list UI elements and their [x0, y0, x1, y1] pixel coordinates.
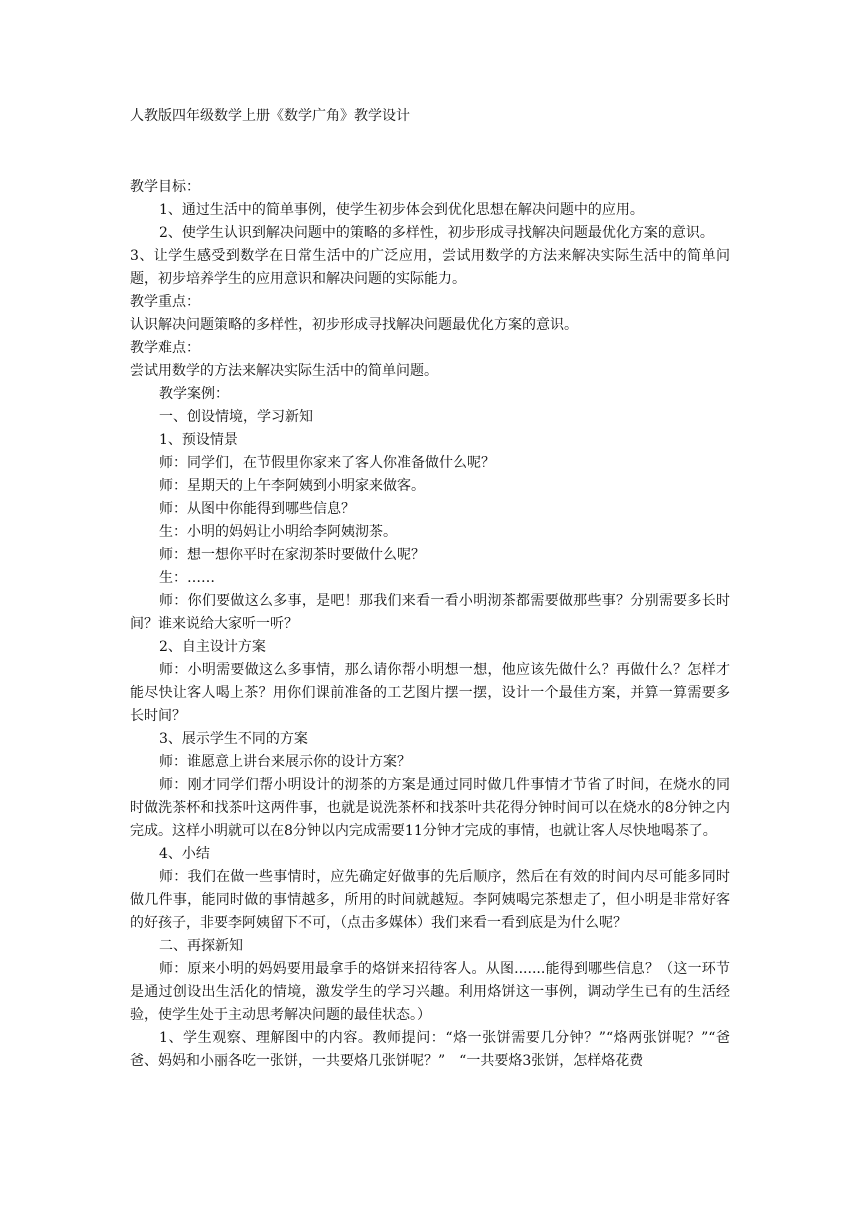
difficulties-text: 尝试用数学的方法来解决实际生活中的简单问题。 — [130, 363, 438, 379]
dialogue-line: 师：从图中你能得到哪些信息？ — [159, 501, 355, 517]
document-title: 人教版四年级数学上册《数学广角》教学设计 — [130, 108, 410, 124]
part-heading-2: 二、再探新知 — [159, 938, 243, 954]
dialogue-paragraph: 1、学生观察、理解图中的内容。教师提问：“烙一张饼需要几分钟？”“烙两张饼呢？”“爸爸、妈妈和小丽各吃一张饼，一共要烙几张饼呢？” “一共要烙3张饼，怎样烙花费 — [130, 1030, 730, 1069]
goal-item-2: 2、使学生认识到解决问题中的策略的多样性，初步形成寻找解决问题最优化方案的意识。 — [159, 225, 714, 241]
step-heading-3: 3、展示学生不同的方案 — [159, 731, 308, 747]
dialogue-line: 师：谁愿意上讲台来展示你的设计方案？ — [159, 754, 411, 770]
dialogue-line: 师：同学们，在节假里你家来了客人你准备做什么呢？ — [159, 455, 495, 471]
section-heading-difficulties: 教学难点： — [130, 340, 200, 356]
dialogue-paragraph: 师：我们在做一些事情时，应先确定好做事的先后顺序，然后在有效的时间内尽可能多同时做几件事，能同时做的事情越多，所用的时间就越短。李阿姨喝完茶想走了，但小明是非常好客的好孩子，非要李阿姨留下不可，（点击多媒体）我们来看一看到底是为什么呢？ — [130, 869, 730, 931]
dialogue-paragraph: 师：你们要做这么多事，是吧！那我们来看一看小明沏茶都需要做那些事？分别需要多长时间？谁来说给大家听一听？ — [130, 593, 730, 632]
part-heading-1: 一、创设情境，学习新知 — [159, 409, 313, 425]
document-page — [130, 104, 730, 1073]
step-heading-1: 1、预设情景 — [159, 432, 238, 448]
step-heading-4: 4、小结 — [159, 846, 210, 862]
section-heading-case: 教学案例： — [159, 386, 229, 402]
dialogue-paragraph: 师：原来小明的妈妈要用最拿手的烙饼来招待客人。从图.......能得到哪些信息？（这一环节是通过创设出生活化的情境，激发学生的学习兴趣。利用烙饼这一事例，调动学生已有的生活经验，使学生处于主动思考解决问题的最佳状态。） — [130, 961, 730, 1023]
section-heading-key-points: 教学重点： — [130, 294, 200, 310]
section-heading-goals: 教学目标： — [130, 179, 200, 195]
dialogue-line: 师：想一想你平时在家沏茶时要做什么呢？ — [159, 547, 425, 563]
dialogue-line: 师：星期天的上午李阿姨到小明家来做客。 — [159, 478, 425, 494]
key-points-text: 认识解决问题策略的多样性，初步形成寻找解决问题最优化方案的意识。 — [130, 317, 578, 333]
dialogue-paragraph: 师：刚才同学们帮小明设计的沏茶的方案是通过同时做几件事情才节省了时间，在烧水的同时做洗茶杯和找茶叶这两件事，也就是说洗茶杯和找茶叶共花得分钟时间可以在烧水的8分钟之内完成。这样小明就可以在8分钟以内完成需要11分钟才完成的事情，也就让客人尽快地喝茶了。 — [130, 777, 730, 839]
goal-item-3: 3、让学生感受到数学在日常生活中的广泛应用，尝试用数学的方法来解决实际生活中的简单问题，初步培养学生的应用意识和解决问题的实际能力。 — [130, 248, 730, 287]
dialogue-paragraph: 师：小明需要做这么多事情，那么请你帮小明想一想，他应该先做什么？再做什么？怎样才能尽快让客人喝上茶？用你们课前准备的工艺图片摆一摆，设计一个最佳方案，并算一算需要多长时间？ — [130, 662, 730, 724]
step-heading-2: 2、自主设计方案 — [159, 639, 266, 655]
dialogue-line: 生：小明的妈妈让小明给李阿姨沏茶。 — [159, 524, 397, 540]
goal-item-1: 1、通过生活中的简单事例，使学生初步体会到优化思想在解决问题中的应用。 — [159, 202, 644, 218]
dialogue-line: 生：…… — [159, 570, 215, 586]
